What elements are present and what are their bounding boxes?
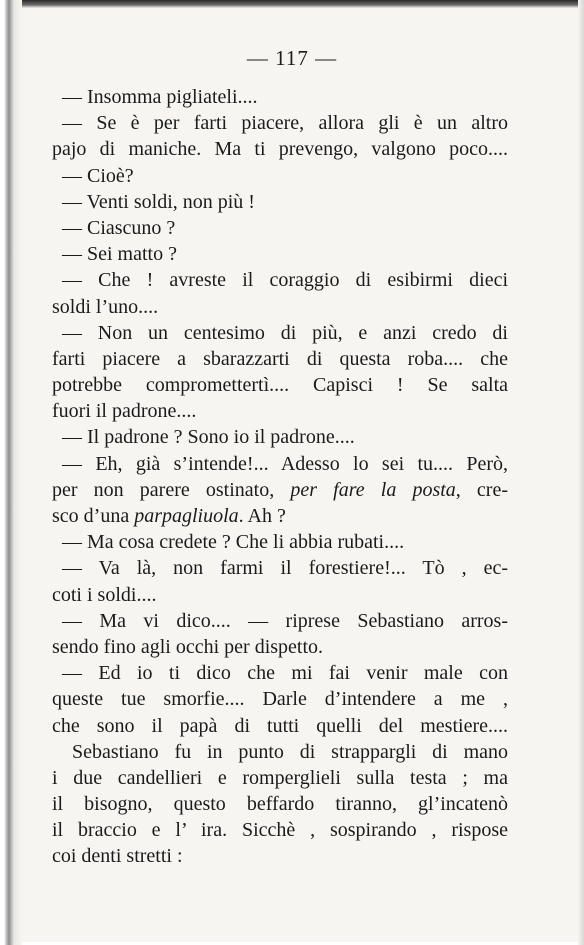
text-line: per non parere ostinato, per fare la posta, cre- [52, 478, 509, 501]
text-line: soldi l’uno.... [52, 295, 159, 318]
italic-phrase: per fare la posta [290, 478, 456, 501]
page-text [52, 84, 508, 870]
text-line: — Se è per farti piacere, allora gli è un altro [62, 112, 508, 135]
text-line: — Il padrone ? Sono io il padrone.... [62, 426, 355, 449]
text-line: — Va là, non farmi il forestiere!... Tò , ec- [62, 557, 508, 580]
text-line: il braccio e l’ ira. Sicchè , sospirando , rispose [52, 819, 508, 842]
page-number: — 117 — [246, 46, 338, 70]
text-line: che sono il papà di tutti quelli del mestiere.... [52, 714, 508, 737]
page-top-edge [0, 0, 584, 8]
text-line: — Insomma pigliateli.... [62, 86, 258, 108]
book-binding-edge [0, 0, 22, 945]
text-line: Sebastiano fu in punto di strappargli di mano [72, 740, 508, 763]
text-line: — Ciascuno ? [62, 216, 176, 239]
text-line: sendo fino agli occhi per dispetto. [52, 635, 324, 658]
page-right-edge [578, 0, 584, 945]
text-line: queste tue smorfie.... Darle d’intendere a me , [52, 688, 508, 711]
text-line: — Sei matto ? [62, 243, 177, 266]
text-line: — Cioè? [62, 164, 134, 187]
text-line: farti piacere a sbarazzarti di questa roba.... che [52, 347, 508, 370]
text-line: sco d’una parpagliuola. Ah ? [52, 505, 286, 527]
text-line: — Ed io ti dico che mi fai venir male con [62, 662, 508, 685]
italic-phrase: parpagliuola [134, 505, 239, 527]
text-line: il bisogno, questo beffardo tiranno, gl’incatenò [52, 793, 508, 816]
text-line: fuori il padrone.... [52, 400, 197, 423]
text-line: — Ma vi dico.... — riprese Sebastiano arros- [62, 609, 508, 632]
text-line: — Venti soldi, non più ! [62, 190, 255, 213]
text-line: i due candellieri e romperglieli sulla testa ; ma [52, 766, 508, 789]
text-line: potrebbe compromettertì.... Capisci ! Se salta [52, 374, 508, 397]
text-line: coti i soldi.... [52, 583, 157, 606]
text-line: coi denti stretti : [52, 845, 183, 868]
text-line: — Che ! avreste il coraggio di esibirmi dieci [62, 269, 508, 292]
text-line: pajo di maniche. Ma ti prevengo, valgono poco.... [52, 138, 508, 161]
text-line: — Non un centesimo di più, e anzi credo di [62, 321, 508, 344]
text-line: — Ma cosa credete ? Che li abbia rubati.... [62, 531, 405, 554]
text-line: — Eh, già s’intende!... Adesso lo sei tu.... Però, [62, 452, 508, 475]
